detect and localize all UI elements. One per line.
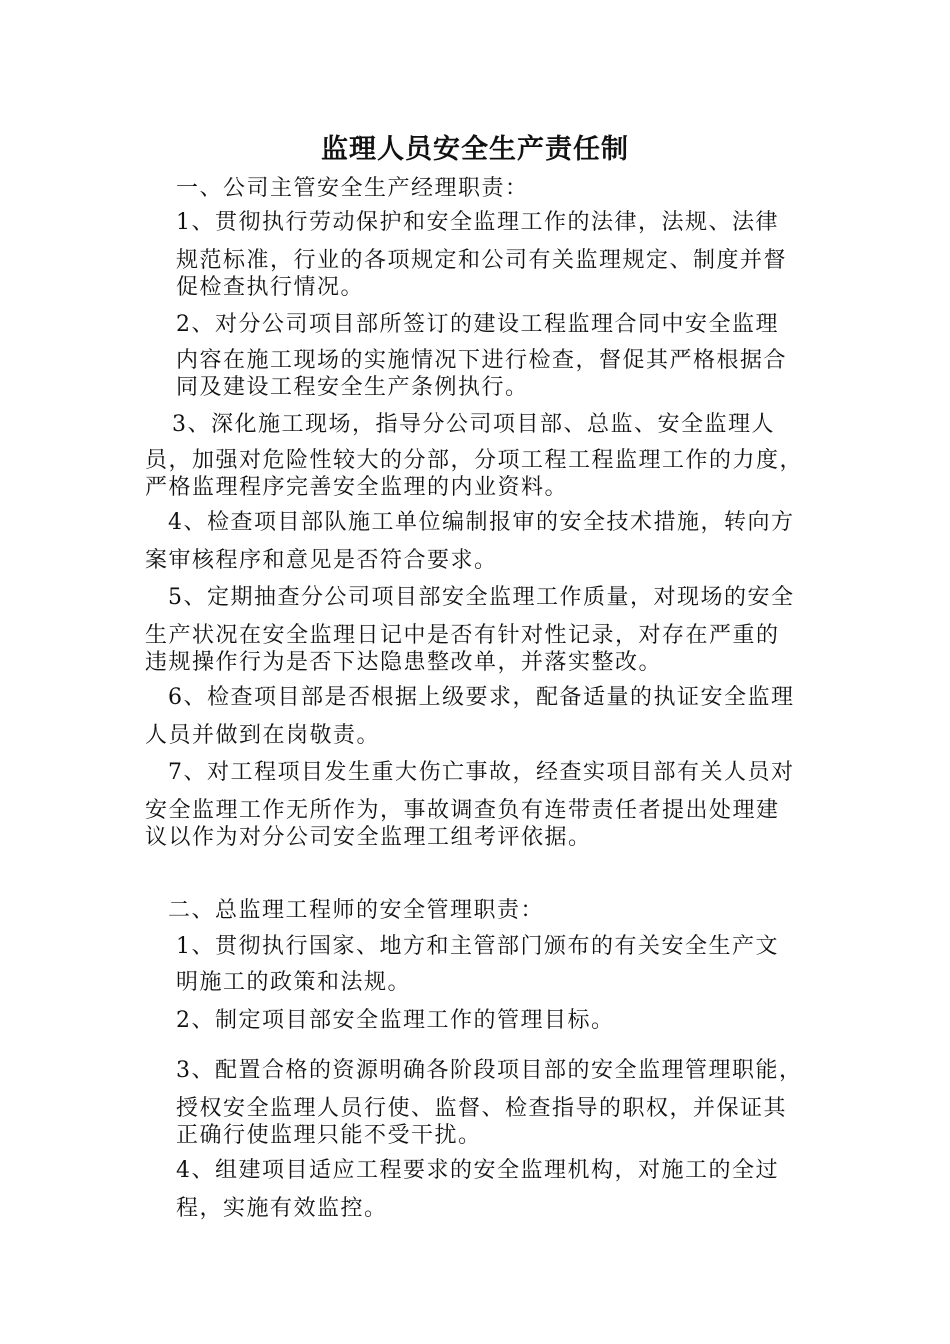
section1-item5-line1: 5、定期抽查分公司项目部安全监理工作质量，对现场的安全 [168,585,795,610]
section1-item3-line3: 严格监理程序完善安全监理的内业资料。 [145,475,569,500]
section1-item1-line2: 规范标准，行业的各项规定和公司有关监理规定、制度并督 [176,248,788,273]
section2-item1-line2: 明施工的政策和法规。 [176,970,412,995]
section1-item6-line2: 人员并做到在岗敬责。 [145,723,381,748]
section1-item4-line2: 案审核程序和意见是否符合要求。 [145,548,498,573]
section2-item4-line2: 程，实施有效监控。 [176,1196,388,1221]
section1-item6-line1: 6、检查项目部是否根据上级要求，配备适量的执证安全监理 [168,685,795,710]
section1-item3-line1: 3、深化施工现场，指导分公司项目部、总监、安全监理人 [172,412,775,437]
section1-item7-line2: 安全监理工作无所作为，事故调查负有连带责任者提出处理建 [145,798,780,823]
section2-item4-line1: 4、组建项目适应工程要求的安全监理机构，对施工的全过 [176,1158,779,1183]
section2-item1-line1: 1、贯彻执行国家、地方和主管部门颁布的有关安全生产文 [176,934,779,959]
section2-item3-line3: 正确行使监理只能不受干扰。 [176,1123,482,1148]
section1-item7-line3: 议以作为对分公司安全监理工组考评依据。 [145,825,592,850]
section1-item2-line3: 同及建设工程安全生产条例执行。 [176,375,529,400]
section1-heading: 一、公司主管安全生产经理职责： [176,176,529,201]
section1-item2-line2: 内容在施工现场的实施情况下进行检查，督促其严格根据合 [176,348,788,373]
section1-item1-line1: 1、贯彻执行劳动保护和安全监理工作的法律，法规、法律 [176,210,779,235]
section1-item5-line3: 违规操作行为是否下达隐患整改单，并落实整改。 [145,650,663,675]
section1-item7-line1: 7、对工程项目发生重大伤亡事故，经查实项目部有关人员对 [168,760,795,785]
section2-item2-line1: 2、制定项目部安全监理工作的管理目标。 [176,1008,615,1033]
section1-item5-line2: 生产状况在安全监理日记中是否有针对性记录，对存在严重的 [145,623,780,648]
section2-item3-line1: 3、配置合格的资源明确各阶段项目部的安全监理管理职能， [176,1058,803,1083]
section2-heading: 二、总监理工程师的安全管理职责： [168,898,545,923]
section1-item3-line2: 员，加强对危险性较大的分部，分项工程工程监理工作的力度， [145,448,804,473]
section1-item4-line1: 4、检查项目部队施工单位编制报审的安全技术措施，转向方 [168,510,795,535]
section2-item3-line2: 授权安全监理人员行使、监督、检查指导的职权，并保证其 [176,1096,788,1121]
section1-item1-line3: 促检查执行情况。 [176,275,365,300]
section1-item2-line1: 2、对分公司项目部所签订的建设工程监理合同中安全监理 [176,312,779,337]
document-title: 监理人员安全生产责任制 [321,134,629,165]
